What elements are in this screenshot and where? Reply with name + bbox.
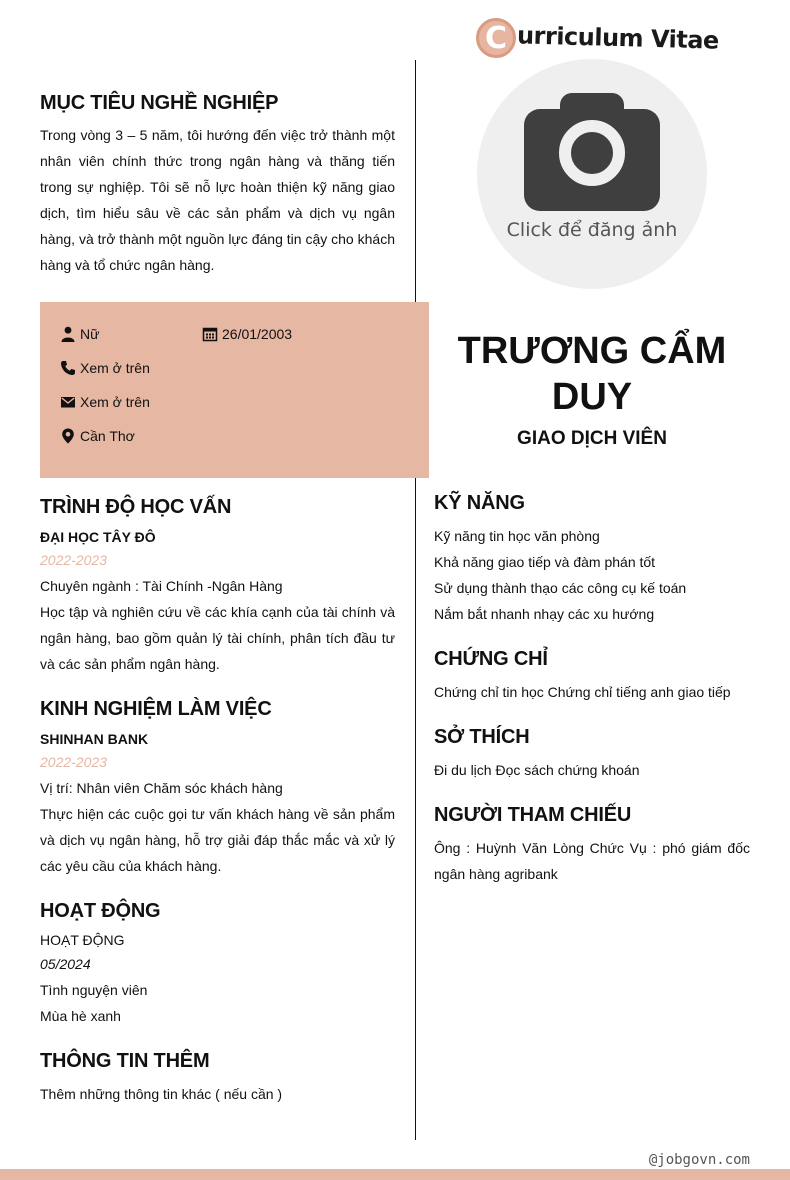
objective-text: Trong vòng 3 – 5 năm, tôi hướng đến việc trở thành một nhân viên chính thức trong ngân hàng và thăng tiến trong sự nghiệp. Tôi sẽ nỗ lực hoàn thiện kỹ năng giao dịch, tìm hiểu sâu về các sản phẩm và dịch vụ ngân hàng, và trở thành một nguồn lực đáng tin cậy cho khách hàng và tổ chức ngân hàng.	[40, 127, 395, 273]
photo-upload[interactable]	[477, 59, 707, 289]
activities-section	[40, 900, 395, 1029]
education-date: 2022-2023	[40, 552, 107, 568]
watermark: @jobgovn.com	[648, 1152, 750, 1168]
location-icon	[60, 428, 76, 444]
hobbies-heading: SỞ THÍCH	[434, 726, 530, 748]
mail-icon	[60, 394, 76, 410]
references-heading: NGƯỜI THAM CHIẾU	[434, 804, 632, 826]
camera-lens	[559, 120, 625, 186]
experience-role: Vị trí: Nhân viên Chăm sóc khách hàng	[40, 780, 283, 796]
skills-section	[434, 492, 750, 627]
experience-description: Thực hiện các cuộc gọi tư vấn khách hàng về sản phẩm và dịch vụ ngân hàng, hỗ trợ giải đáp thắc mắc và xử lý các yêu cầu của khách hàng.	[40, 806, 395, 874]
experience-date: 2022-2023	[40, 754, 107, 770]
activities-role: Tình nguyện viên	[40, 982, 148, 998]
education-heading: TRÌNH ĐỘ HỌC VẤN	[40, 496, 232, 518]
email-row	[60, 394, 150, 410]
objective-heading: MỤC TIÊU NGHỀ NGHIỆP	[40, 92, 279, 114]
phone-icon	[60, 360, 76, 376]
experience-company: SHINHAN BANK	[40, 731, 149, 747]
education-school: ĐẠI HỌC TÂY ĐÔ	[40, 529, 156, 545]
activities-title: HOẠT ĐỘNG	[40, 932, 125, 948]
phone-value: Xem ở trên	[80, 360, 150, 376]
experience-section	[40, 698, 395, 879]
candidate-name: TRƯƠNG CẨM DUY	[457, 330, 727, 418]
certificates-heading: CHỨNG CHỈ	[434, 648, 548, 670]
certificates-section	[434, 648, 750, 705]
skill-item: Sử dụng thành thạo các công cụ kế toán	[434, 580, 687, 596]
photo-upload-label: Click để đăng ảnh	[506, 219, 678, 241]
candidate-position: GIAO DỊCH VIÊN	[517, 428, 667, 449]
phone-row	[60, 360, 150, 376]
footer-bar	[0, 1169, 790, 1180]
hobbies-text: Đi du lịch Đọc sách chứng khoán	[434, 762, 640, 778]
logo-badge: C	[476, 18, 516, 58]
skills-heading: KỸ NĂNG	[434, 492, 525, 514]
education-major: Chuyên ngành : Tài Chính -Ngân Hàng	[40, 578, 283, 594]
education-section	[40, 496, 395, 677]
birthday-value: 26/01/2003	[222, 326, 293, 342]
column-divider	[415, 60, 416, 1140]
cv-logo	[476, 18, 719, 58]
personal-info-box	[40, 302, 429, 478]
extra-section	[40, 1050, 395, 1107]
references-text: Ông : Huỳnh Văn Lòng Chức Vụ : phó giám đốc ngân hàng agribank	[434, 840, 750, 882]
objective-section	[40, 92, 395, 278]
calendar-icon	[202, 326, 218, 342]
extra-text: Thêm những thông tin khác ( nếu cần )	[40, 1086, 283, 1102]
address-row	[60, 428, 135, 444]
skill-item: Kỹ năng tin học văn phòng	[434, 528, 600, 544]
skills-list	[434, 523, 750, 627]
activities-description: Mùa hè xanh	[40, 1008, 121, 1024]
extra-heading: THÔNG TIN THÊM	[40, 1050, 210, 1072]
birthday-row	[202, 326, 292, 342]
email-value: Xem ở trên	[80, 394, 150, 410]
hobbies-section	[434, 726, 750, 783]
skill-item: Khả năng giao tiếp và đàm phán tốt	[434, 554, 656, 570]
activities-date: 05/2024	[40, 956, 91, 972]
logo-text: urriculum Vitae	[516, 21, 720, 55]
experience-heading: KINH NGHIỆM LÀM VIỆC	[40, 698, 272, 720]
certificates-text: Chứng chỉ tin học Chứng chỉ tiếng anh giao tiếp	[434, 684, 731, 700]
education-description: Học tập và nghiên cứu về các khía cạnh của tài chính và ngân hàng, bao gồm quản lý tài chính, phân tích đầu tư và các sản phẩm ngân hàng.	[40, 604, 395, 672]
activities-heading: HOẠT ĐỘNG	[40, 900, 161, 922]
gender-value: Nữ	[80, 326, 100, 342]
skill-item: Nắm bắt nhanh nhạy các xu hướng	[434, 606, 655, 622]
address-value: Cần Thơ	[80, 428, 135, 444]
references-section	[434, 804, 750, 887]
person-icon	[60, 326, 76, 342]
gender-row	[60, 326, 99, 342]
